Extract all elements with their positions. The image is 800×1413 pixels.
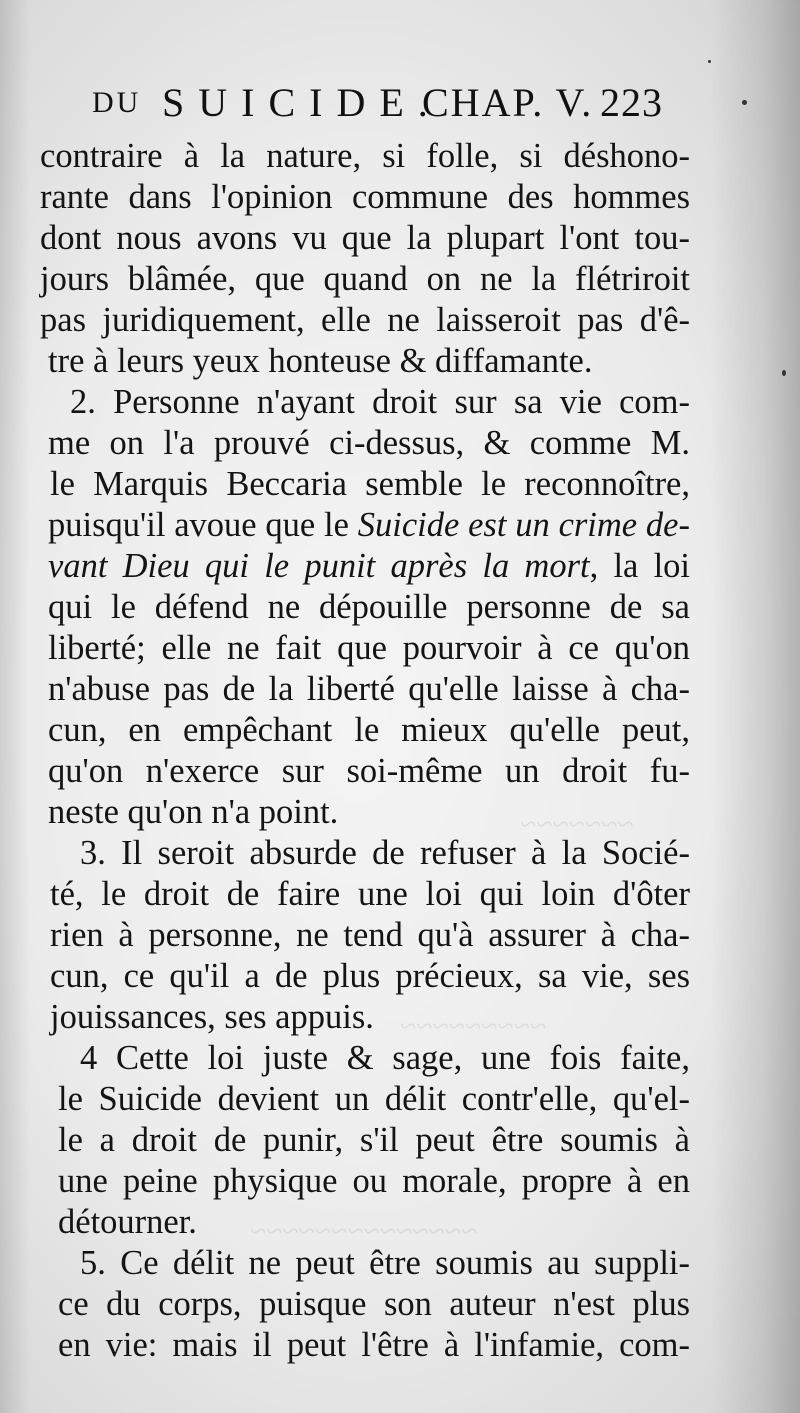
page-gutter-shadow bbox=[0, 0, 30, 1413]
text-line: le Suicide devient un délit contr'elle, qu'el- bbox=[58, 1080, 690, 1118]
text-line: une peine physique ou morale, propre à en bbox=[58, 1162, 690, 1200]
text-line: n'abuse pas de la liberté qu'elle laisse à cha- bbox=[48, 670, 690, 708]
paper-speck bbox=[782, 370, 786, 376]
text-segment: , la loi bbox=[589, 547, 690, 585]
show-through-mark: ~~~~~~~ bbox=[520, 808, 634, 841]
text-line-italic-mixed bbox=[40, 546, 690, 587]
paper-speck bbox=[742, 100, 747, 105]
text-line-italic-mixed bbox=[40, 505, 690, 546]
text-line: neste qu'on n'a point. bbox=[48, 793, 339, 831]
text-line: rante dans l'opinion commune des hommes bbox=[40, 178, 690, 216]
header-du: DU bbox=[92, 86, 142, 119]
text-line: qui le défend ne dépouille personne de sa bbox=[48, 588, 690, 626]
text-line: pas juridiquement, elle ne laisseroit pas d'ê- bbox=[40, 301, 690, 339]
header-title: SUICIDE. bbox=[162, 80, 442, 125]
text-segment: puisqu'il avoue que le bbox=[48, 506, 358, 544]
page-body bbox=[40, 136, 690, 1366]
page-edge-shadow bbox=[710, 0, 800, 1413]
text-line: té, le droit de faire une loi qui loin d'ôter bbox=[50, 875, 690, 913]
page-number: 223 bbox=[600, 80, 663, 125]
text-line: qu'on n'exerce sur soi-même un droit fu- bbox=[48, 752, 690, 790]
text-line: détourner. bbox=[58, 1203, 197, 1241]
text-line: me on l'a prouvé ci-dessus, & comme M. bbox=[48, 424, 690, 462]
text-line: dont nous avons vu que la plupart l'ont tou- bbox=[40, 219, 690, 257]
show-through-mark: ~~~~~~~~~ bbox=[400, 1010, 547, 1043]
text-line: contraire à la nature, si folle, si déshono- bbox=[40, 137, 690, 175]
text-line: cun, en empêchant le mieux qu'elle peut, bbox=[48, 711, 690, 749]
text-line: rien à personne, ne tend qu'à assurer à cha- bbox=[50, 916, 690, 954]
show-through-mark: ~~~~~~~~~~~~~~ bbox=[250, 1215, 478, 1248]
running-header bbox=[92, 78, 692, 128]
paragraph-3-start: 3. Il seroit absurde de refuser à la Socié- bbox=[80, 834, 690, 872]
paragraph-4-start: 4 Cette loi juste & sage, une fois faite, bbox=[80, 1039, 690, 1077]
text-line: jours blâmée, que quand on ne la flétriroit bbox=[40, 260, 690, 298]
text-line: en vie: mais il peut l'être à l'infamie, com- bbox=[58, 1326, 690, 1364]
header-chapter: CHAP. V. bbox=[422, 80, 594, 125]
text-line: le Marquis Beccaria semble le reconnoître, bbox=[50, 465, 690, 503]
text-line: tre à leurs yeux honteuse & diffamante. bbox=[48, 342, 593, 380]
italic-segment: vant Dieu qui le punit après la mort bbox=[48, 547, 590, 585]
text-line: cun, ce qu'il a de plus précieux, sa vie, ses bbox=[50, 957, 690, 995]
text-line: jouissances, ses appuis. bbox=[50, 998, 374, 1036]
paper-speck bbox=[708, 60, 711, 63]
text-line: le a droit de punir, s'il peut être soumis à bbox=[58, 1121, 690, 1159]
text-line: liberté; elle ne fait que pourvoir à ce qu'on bbox=[48, 629, 690, 667]
text-line: ce du corps, puisque son auteur n'est plus bbox=[58, 1285, 690, 1323]
italic-segment: Suicide est un crime de- bbox=[357, 506, 690, 544]
paragraph-5-start: 5. Ce délit ne peut être soumis au suppli- bbox=[80, 1244, 690, 1282]
paragraph-2-start: 2. Personne n'ayant droit sur sa vie com- bbox=[70, 383, 690, 421]
